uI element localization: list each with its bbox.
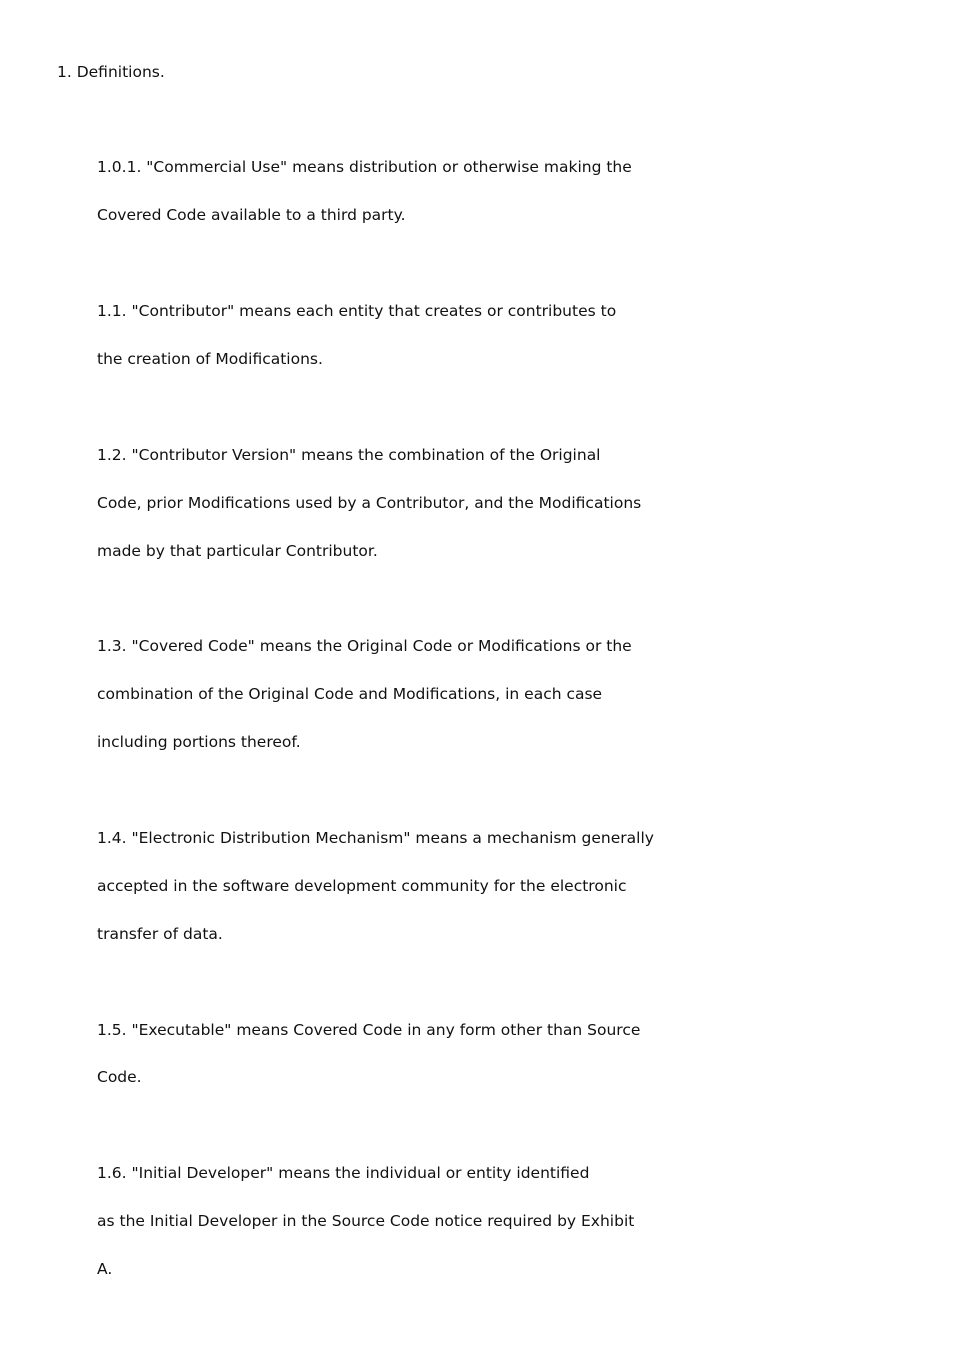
text-line: including portions thereof. — [97, 733, 301, 751]
text-line: 1.2. "Contributor Version" means the combination of the Original — [97, 446, 601, 464]
text-line: 1.6. "Initial Developer" means the individual or entity identified — [97, 1164, 590, 1182]
text-line: the creation of Modifications. — [97, 350, 323, 368]
text-line: Code, prior Modifications used by a Contributor, and the Modifications — [97, 494, 642, 512]
text-line: 1.4. "Electronic Distribution Mechanism" means a mechanism generally — [97, 829, 654, 847]
text-line: as the Initial Developer in the Source Code notice required by Exhibit — [97, 1212, 635, 1230]
text-line: Code. — [97, 1068, 142, 1086]
text-line: transfer of data. — [97, 925, 223, 943]
text-line: 1.5. "Executable" means Covered Code in any form other than Source — [97, 1021, 641, 1039]
text-line: made by that particular Contributor. — [97, 542, 378, 560]
text-line: accepted in the software development community for the electronic — [97, 877, 627, 895]
text-line: Covered Code available to a third party. — [97, 206, 406, 224]
text-line: A. — [97, 1260, 113, 1278]
section-heading: 1. Definitions. — [57, 63, 165, 81]
text-line: 1.3. "Covered Code" means the Original Code or Modifications or the — [97, 637, 632, 655]
text-line: 1.1. "Contributor" means each entity that creates or contributes to — [97, 302, 617, 320]
text-line: 1.0.1. "Commercial Use" means distribution or otherwise making the — [97, 158, 632, 176]
text-line: combination of the Original Code and Modifications, in each case — [97, 685, 603, 703]
